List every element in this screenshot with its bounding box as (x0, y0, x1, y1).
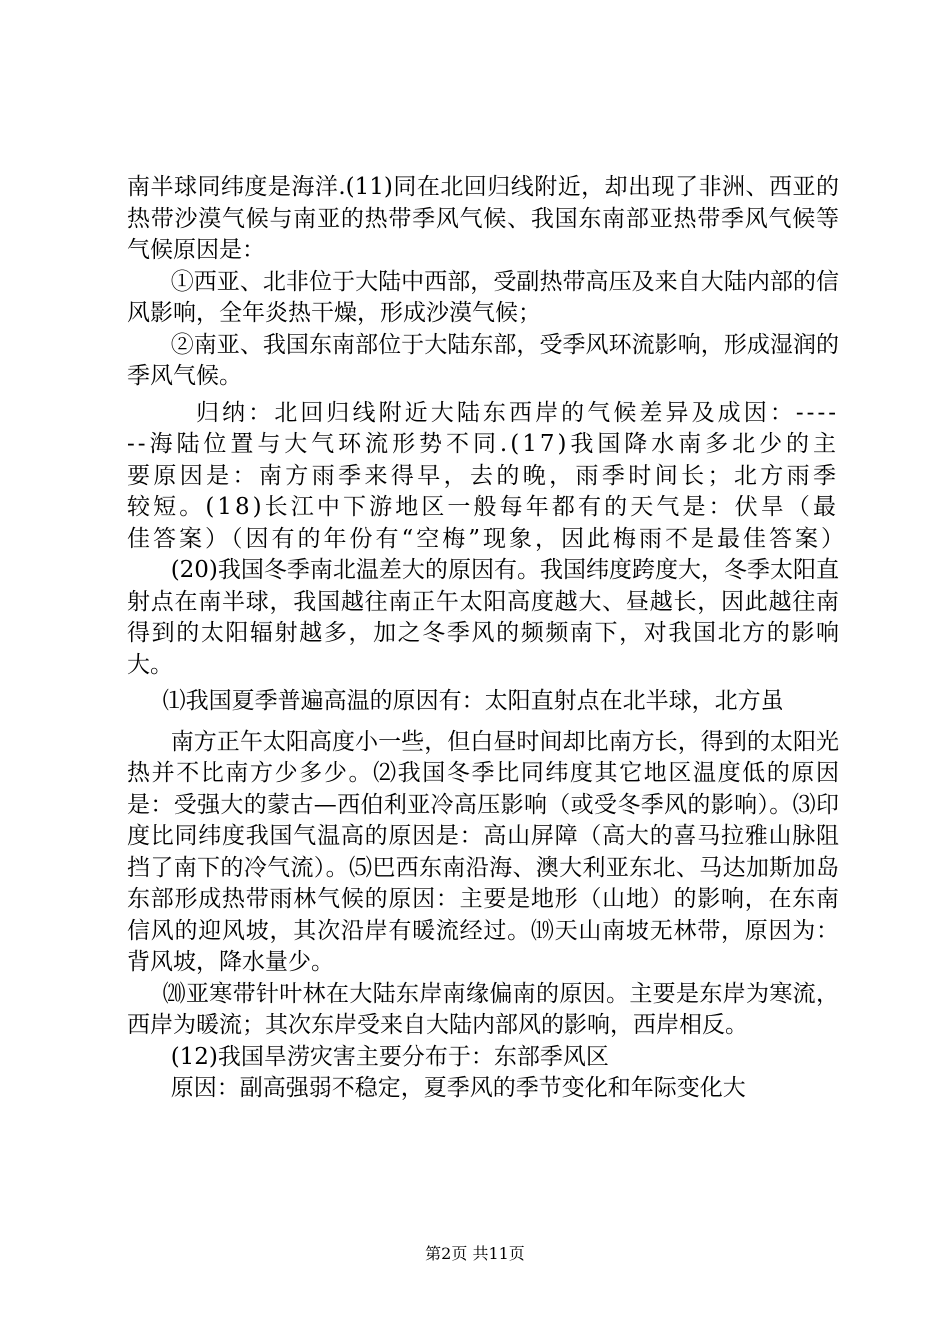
paragraph-drought-flood-cause: 原因：副高强弱不稳定，夏季风的季节变化和年际变化大 (170, 1075, 746, 1101)
paragraph-sun-angle-and-causes: 南方正午太阳高度小一些，但白昼时间却比南方长，得到的太阳光热并不比南方少多少。⑵我国冬季比同纬度其它地区温度低的原因是：受强大的蒙古—西伯利亚冷高压影响（或受冬季风的影响）。⑶印度比同纬度我国气温高的原因是：高山屏障（高大的喜马拉雅山脉阻挡了南下的冷气流）。⑸巴西东南沿海、澳大利亚东北、马达加斯加岛东部形成热带雨林气候的原因：主要是地形（山地）的影响，在东南信风的迎风坡，其次沿岸有暖流经过。⒆天山南坡无林带，原因为：背风坡，降水量少。 (127, 728, 839, 975)
page-footer: 第2页 共11页 (425, 1244, 525, 1263)
paragraph-coniferous-forest: ⒇亚寒带针叶林在大陆东岸南缘偏南的原因。主要是东岸为寒流，西岸为暖流；其次东岸受来自大陆内部风的影响，西岸相反。 (127, 980, 839, 1038)
paragraph-summary: 归纳：北回归线附近大陆东西岸的气候差异及成因：------海陆位置与大气环流形势不同.(17)我国降水南多北少的主要原因是：南方雨季来得早，去的晚，雨季时间长；北方雨季较短。(18)长江中下游地区一般每年都有的天气是：伏旱（最佳答案）（因有的年份有“空梅”现象，因此梅雨不是最佳答案） (127, 399, 848, 552)
paragraph-summer-high-temperature: ⑴我国夏季普遍高温的原因有：太阳直射点在北半球，北方虽 (162, 688, 784, 714)
paragraph-winter-temperature-difference: (20)我国冬季南北温差大的原因有。我国纬度跨度大，冬季太阳直射点在南半球，我国越往南正午太阳高度越大、昼越长，因此越往南得到的太阳辐射越多，加之冬季风的频频南下，对我国北方的影响大。 (127, 557, 839, 678)
paragraph-drought-flood-distribution: (12)我国旱涝灾害主要分布于：东部季风区 (170, 1043, 609, 1070)
paragraph-west-asia-desert: ①西亚、北非位于大陆中西部，受副热带高压及来自大陆内部的信风影响，全年炎热干燥，形成沙漠气候； (127, 268, 839, 326)
paragraph-south-asia-monsoon: ②南亚、我国东南部位于大陆东部，受季风环流影响，形成湿润的季风气候。 (127, 331, 839, 389)
document-body (127, 172, 848, 1105)
paragraph-southern-hemisphere: 南半球同纬度是海洋.(11)同在北回归线附近，却出现了非洲、西亚的热带沙漠气候与南亚的热带季风气候、我国东南部亚热带季风气候等气候原因是： (127, 174, 839, 263)
